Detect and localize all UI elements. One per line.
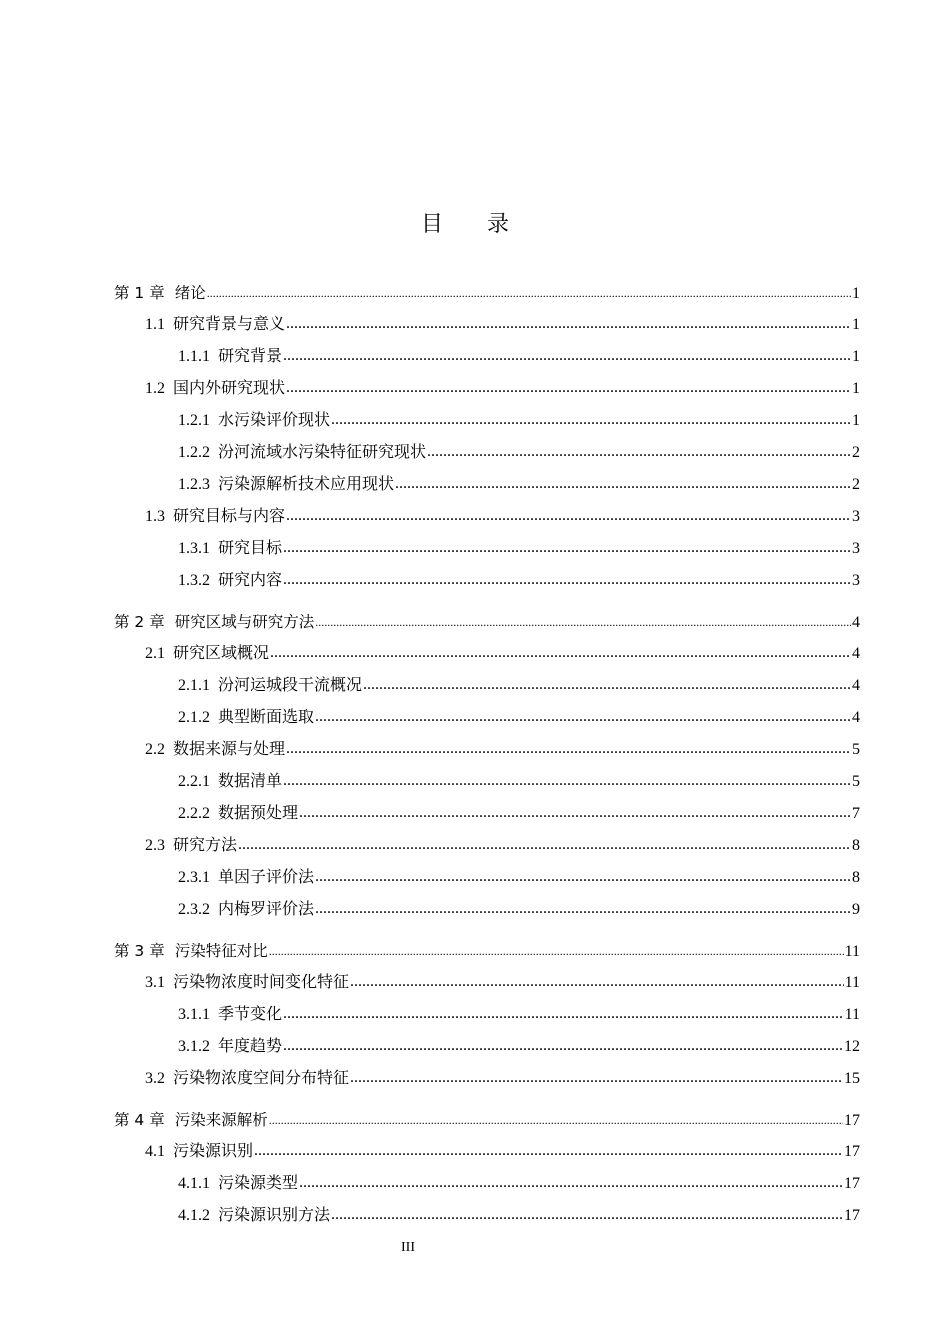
- toc-dot-leader: [427, 436, 851, 468]
- toc-entry-number: 第 2 章: [114, 613, 165, 631]
- toc-entry-level-2[interactable]: [0, 830, 950, 862]
- toc-entry-page: 4: [852, 645, 860, 662]
- toc-dot-leader: [254, 1135, 843, 1167]
- toc-dot-leader: [286, 733, 851, 765]
- toc-dot-leader: [283, 532, 851, 564]
- toc-entry-number: 1.2.3: [178, 476, 210, 493]
- page-number: III: [401, 1240, 415, 1255]
- toc-entry-page: 7: [852, 805, 860, 822]
- toc-dot-leader: [207, 277, 851, 309]
- toc-dot-leader: [270, 637, 851, 669]
- toc-entry-title: 污染物浓度空间分布特征: [173, 1070, 350, 1087]
- toc-entry-page: 11: [844, 943, 860, 960]
- toc-dot-leader: [283, 998, 844, 1030]
- toc-entry-level-3[interactable]: [0, 469, 950, 501]
- table-of-contents: [0, 277, 950, 1232]
- toc-entry-title: 汾河运城段干流概况: [218, 677, 363, 694]
- toc-entry-title: 数据来源与处理: [173, 741, 286, 758]
- toc-entry-number: 4.1: [145, 1143, 165, 1160]
- toc-entry-number: 1.3.1: [178, 540, 210, 557]
- toc-entry-page: 5: [852, 773, 860, 790]
- toc-dot-leader: [238, 829, 851, 861]
- toc-entry-title: 国内外研究现状: [173, 380, 286, 397]
- toc-entry-level-1[interactable]: [0, 606, 950, 638]
- toc-entry-level-3[interactable]: [0, 405, 950, 437]
- toc-entry-number: 2.1.1: [178, 677, 210, 694]
- toc-entry-title: 研究内容: [218, 572, 283, 589]
- toc-entry-page: 11: [844, 1006, 860, 1023]
- toc-entry-level-3[interactable]: [0, 798, 950, 830]
- toc-entry-number: 3.1: [145, 974, 165, 991]
- toc-dot-leader: [299, 1167, 843, 1199]
- toc-dot-leader: [283, 765, 851, 797]
- toc-dot-leader: [363, 669, 851, 701]
- toc-entry-title: 典型断面选取: [218, 709, 315, 726]
- toc-entry-page: 1: [852, 285, 860, 302]
- toc-entry-level-2[interactable]: [0, 734, 950, 766]
- toc-entry-level-3[interactable]: [0, 437, 950, 469]
- toc-entry-level-2[interactable]: [0, 638, 950, 670]
- toc-entry-title: 污染源解析技术应用现状: [218, 476, 395, 493]
- toc-entry-level-3[interactable]: [0, 862, 950, 894]
- toc-entry-level-2[interactable]: [0, 1063, 950, 1095]
- toc-entry-page: 11: [844, 974, 860, 991]
- toc-entry-page: 1: [852, 316, 860, 333]
- toc-entry-page: 1: [852, 380, 860, 397]
- toc-entry-title: 污染源识别方法: [218, 1207, 331, 1224]
- toc-entry-level-3[interactable]: [0, 1200, 950, 1232]
- toc-entry-title: 绪论: [174, 284, 206, 302]
- toc-entry-level-2[interactable]: [0, 1136, 950, 1168]
- toc-dot-leader: [299, 797, 851, 829]
- toc-entry-title: 季节变化: [218, 1006, 283, 1023]
- toc-entry-page: 12: [844, 1038, 860, 1055]
- toc-entry-level-3[interactable]: [0, 894, 950, 926]
- toc-entry-title: 数据清单: [218, 773, 283, 790]
- toc-entry-page: 2: [852, 476, 860, 493]
- toc-entry-number: 2.2.2: [178, 805, 210, 822]
- toc-entry-page: 5: [852, 741, 860, 758]
- toc-entry-number: 4.1.1: [178, 1175, 210, 1192]
- toc-entry-level-3[interactable]: [0, 766, 950, 798]
- toc-entry-title: 单因子评价法: [218, 869, 315, 886]
- toc-entry-number: 2.1: [145, 645, 165, 662]
- toc-entry-page: 1: [852, 412, 860, 429]
- toc-entry-page: 9: [852, 901, 860, 918]
- toc-dot-leader: [269, 1104, 843, 1136]
- toc-entry-number: 4.1.2: [178, 1207, 210, 1224]
- toc-entry-level-2[interactable]: [0, 309, 950, 341]
- toc-entry-title: 污染源识别: [173, 1143, 254, 1160]
- toc-entry-title: 研究目标与内容: [173, 508, 286, 525]
- toc-entry-level-2[interactable]: [0, 373, 950, 405]
- toc-entry-level-3[interactable]: [0, 341, 950, 373]
- toc-entry-level-3[interactable]: [0, 1031, 950, 1063]
- toc-entry-page: 8: [852, 837, 860, 854]
- toc-entry-level-1[interactable]: [0, 1104, 950, 1136]
- toc-entry-title: 污染源类型: [218, 1175, 299, 1192]
- toc-entry-title: 研究背景: [218, 348, 283, 365]
- toc-dot-leader: [350, 1062, 843, 1094]
- toc-entry-page: 3: [852, 572, 860, 589]
- toc-entry-level-3[interactable]: [0, 999, 950, 1031]
- toc-entry-number: 3.2: [145, 1070, 165, 1087]
- toc-entry-title: 污染特征对比: [174, 942, 268, 960]
- toc-entry-page: 3: [852, 540, 860, 557]
- toc-entry-number: 2.2: [145, 741, 165, 758]
- page-title: 目录: [420, 212, 553, 237]
- toc-entry-title: 水污染评价现状: [218, 412, 331, 429]
- toc-entry-level-2[interactable]: [0, 501, 950, 533]
- toc-entry-number: 2.3: [145, 837, 165, 854]
- toc-entry-page: 15: [844, 1070, 860, 1087]
- toc-entry-title: 内梅罗评价法: [218, 901, 315, 918]
- toc-entry-page: 4: [852, 614, 860, 631]
- toc-entry-number: 2.3.2: [178, 901, 210, 918]
- toc-dot-leader: [283, 1030, 843, 1062]
- toc-entry-number: 2.1.2: [178, 709, 210, 726]
- toc-entry-number: 第 1 章: [114, 284, 165, 302]
- toc-entry-number: 3.1.1: [178, 1006, 210, 1023]
- toc-dot-leader: [286, 372, 851, 404]
- toc-entry-level-3[interactable]: [0, 670, 950, 702]
- toc-dot-leader: [315, 701, 851, 733]
- toc-entry-number: 第 3 章: [114, 942, 165, 960]
- toc-entry-page: 3: [852, 508, 860, 525]
- toc-entry-title: 汾河流域水污染特征研究现状: [218, 444, 427, 461]
- toc-entry-page: 17: [844, 1207, 860, 1224]
- toc-entry-page: 2: [852, 444, 860, 461]
- toc-entry-number: 1.3.2: [178, 572, 210, 589]
- toc-entry-level-1[interactable]: [0, 277, 950, 309]
- toc-entry-number: 1.3: [145, 508, 165, 525]
- toc-dot-leader: [350, 966, 844, 998]
- toc-entry-page: 17: [844, 1175, 860, 1192]
- toc-entry-page: 8: [852, 869, 860, 886]
- toc-entry-page: 1: [852, 348, 860, 365]
- toc-entry-page: 4: [852, 677, 860, 694]
- toc-entry-title: 年度趋势: [218, 1038, 283, 1055]
- toc-entry-page: 4: [852, 709, 860, 726]
- toc-entry-title: 数据预处理: [218, 805, 299, 822]
- toc-entry-page: 17: [844, 1143, 860, 1160]
- toc-entry-number: 2.2.1: [178, 773, 210, 790]
- toc-dot-leader: [315, 606, 851, 638]
- toc-dot-leader: [283, 340, 851, 372]
- toc-dot-leader: [395, 468, 851, 500]
- toc-entry-number: 3.1.2: [178, 1038, 210, 1055]
- toc-dot-leader: [286, 308, 851, 340]
- toc-dot-leader: [269, 935, 844, 967]
- toc-entry-level-3[interactable]: [0, 565, 950, 597]
- toc-entry-title: 污染来源解析: [174, 1111, 268, 1129]
- toc-entry-title: 研究背景与意义: [173, 316, 286, 333]
- toc-dot-leader: [286, 500, 851, 532]
- toc-entry-number: 1.2.2: [178, 444, 210, 461]
- toc-entry-number: 1.1: [145, 316, 165, 333]
- toc-dot-leader: [283, 564, 851, 596]
- toc-dot-leader: [331, 1199, 843, 1231]
- toc-entry-number: 1.1.1: [178, 348, 210, 365]
- toc-entry-number: 1.2.1: [178, 412, 210, 429]
- toc-entry-title: 研究区域与研究方法: [174, 613, 315, 631]
- toc-entry-number: 第 4 章: [114, 1111, 165, 1129]
- toc-entry-level-3[interactable]: [0, 1168, 950, 1200]
- toc-dot-leader: [315, 893, 851, 925]
- toc-dot-leader: [331, 404, 851, 436]
- toc-entry-title: 研究目标: [218, 540, 283, 557]
- toc-entry-number: 1.2: [145, 380, 165, 397]
- toc-dot-leader: [315, 861, 851, 893]
- toc-entry-number: 2.3.1: [178, 869, 210, 886]
- toc-entry-level-2[interactable]: [0, 967, 950, 999]
- toc-entry-title: 研究区域概况: [173, 645, 270, 662]
- toc-entry-level-3[interactable]: [0, 702, 950, 734]
- toc-entry-title: 研究方法: [173, 837, 238, 854]
- toc-entry-level-3[interactable]: [0, 533, 950, 565]
- toc-entry-page: 17: [844, 1112, 860, 1129]
- toc-entry-level-1[interactable]: [0, 935, 950, 967]
- toc-entry-title: 污染物浓度时间变化特征: [173, 974, 350, 991]
